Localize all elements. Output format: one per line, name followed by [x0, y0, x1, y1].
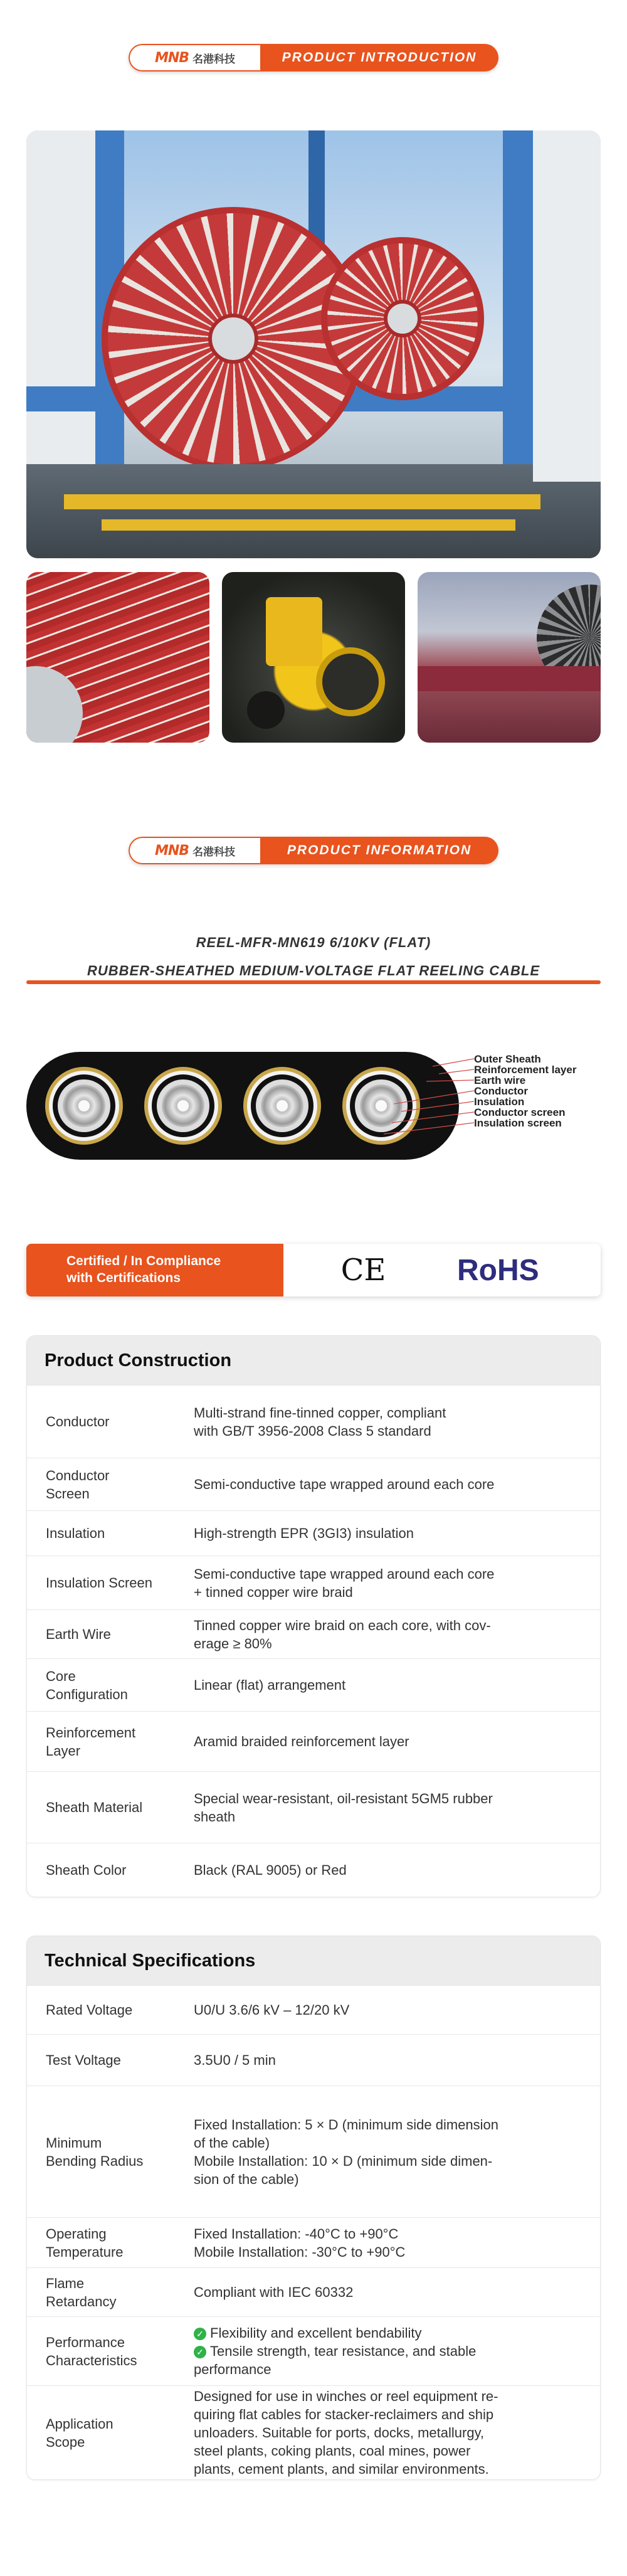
row-value-line: Fixed Installation: 5 × D (minimum side dimension: [194, 2116, 499, 2133]
label-conductor-screen: Conductor screen: [474, 1106, 566, 1118]
row-value-line: sion of the cable): [194, 2171, 299, 2187]
table-row: [27, 1711, 600, 1771]
row-label: [27, 1511, 181, 1556]
row-label: [27, 1843, 181, 1897]
specs-table: [26, 1936, 601, 2480]
mining-vehicle-photo: [222, 572, 405, 743]
row-value: [181, 1843, 600, 1897]
row-value-line: with GB/T 3956-2008 Class 5 standard: [194, 1423, 431, 1439]
cert-caption-line1: Certified / In Compliance: [66, 1254, 221, 1268]
row-label: [27, 1556, 181, 1609]
row-label: [27, 2268, 181, 2316]
cert-caption-line2: with Certifications: [66, 1271, 181, 1285]
row-label: [27, 1386, 181, 1458]
product-model: REEL-MFR-MN619 6/10KV (FLAT): [196, 935, 431, 950]
row-label: [27, 2086, 181, 2217]
row-label-line: Test Voltage: [46, 2052, 121, 2068]
row-label-line: Sheath Material: [46, 1799, 143, 1815]
table-row: [27, 2385, 600, 2479]
row-label-line: Application: [46, 2415, 113, 2432]
row-value: [181, 1712, 600, 1771]
row-label-line: Sheath Color: [46, 1862, 127, 1878]
row-label: [27, 1610, 181, 1658]
row-value-line: Mobile Installation: 10 × D (minimum side dimen-: [194, 2153, 493, 2169]
row-value-line: Fixed Installation: -40°C to +90°C: [194, 2225, 399, 2242]
row-value-line: Black (RAL 9005) or Red: [194, 1862, 347, 1878]
logo-cn: 名港科技: [192, 53, 236, 66]
section-badge-info: [129, 837, 498, 864]
row-label-line: Core: [46, 1668, 76, 1684]
table-row: [27, 2086, 600, 2217]
table-row: [27, 1985, 600, 2034]
row-value-line: + tinned copper wire braid: [194, 1584, 353, 1600]
badge-title: PRODUCT INTRODUCTION: [260, 44, 498, 72]
row-value: [181, 1772, 600, 1843]
cable-labels: [474, 1054, 576, 1128]
construction-title: Product Construction: [27, 1336, 600, 1385]
row-value-line: Compliant with IEC 60332: [194, 2284, 354, 2300]
row-value: [181, 2386, 600, 2479]
product-name: RUBBER-SHEATHED MEDIUM-VOLTAGE FLAT REELING CABLE: [87, 963, 540, 978]
row-label: [27, 1458, 181, 1510]
check-icon: ✓: [194, 2328, 206, 2340]
row-label-line: Flame: [46, 2275, 85, 2291]
check-icon: ✓: [194, 2346, 206, 2358]
cert-caption: [26, 1244, 283, 1296]
row-value-line: quiring flat cables for stacker-reclaimers and ship: [194, 2407, 494, 2422]
row-value: [181, 1986, 600, 2034]
badge-title: PRODUCT INFORMATION: [260, 837, 498, 864]
row-value: [181, 2086, 600, 2217]
row-value-line: Mobile Installation: -30°C to +90°C: [194, 2244, 406, 2260]
title-underline: [26, 980, 601, 984]
row-value-line: erage ≥ 80%: [194, 1635, 272, 1651]
row-value-line: Flexibility and excellent bendability: [210, 2325, 422, 2341]
cable-core: [342, 1067, 420, 1145]
row-value-line: Special wear-resistant, oil-resistant 5GM5 rubber: [194, 1790, 493, 1806]
table-row: [27, 1609, 600, 1658]
row-value: [181, 1386, 600, 1458]
table-row: [27, 1385, 600, 1458]
row-value-line: Tinned copper wire braid on each core, with cov-: [194, 1617, 491, 1633]
row-label: [27, 1986, 181, 2034]
row-value-line: Semi-conductive tape wrapped around each core: [194, 1566, 495, 1582]
table-row: [27, 1556, 600, 1609]
company-logo: [129, 837, 260, 864]
row-label-line: Minimum: [46, 2134, 102, 2151]
cable-cross-section: [26, 1052, 459, 1160]
table-row: [27, 1843, 600, 1897]
label-insulation-screen: Insulation screen: [474, 1117, 562, 1129]
row-label-line: Layer: [46, 1742, 81, 1759]
table-row: [27, 2034, 600, 2086]
row-value: [181, 1610, 600, 1658]
row-value: [181, 2218, 600, 2267]
label-reinforcement: Reinforcement layer: [474, 1064, 577, 1076]
table-row: [27, 2267, 600, 2316]
logo-mark: MNB: [154, 50, 189, 66]
construction-table: [26, 1335, 601, 1897]
table-row: [27, 2217, 600, 2267]
cable-closeup-photo: [26, 572, 209, 743]
row-label-line: Characteristics: [46, 2352, 137, 2368]
row-value: [181, 1458, 600, 1510]
row-value: [181, 1659, 600, 1711]
row-label-line: Insulation: [46, 1525, 105, 1541]
row-label-line: Retardancy: [46, 2293, 117, 2309]
row-value-line: Linear (flat) arrangement: [194, 1677, 346, 1693]
row-label-line: Conductor: [46, 1467, 110, 1483]
row-value: [181, 2317, 600, 2385]
label-earth-wire: Earth wire: [474, 1074, 526, 1086]
company-logo: [129, 44, 260, 72]
row-label: [27, 1772, 181, 1843]
row-value-line: Designed for use in winches or reel equipment re-: [194, 2388, 498, 2404]
cable-core: [243, 1067, 321, 1145]
row-label-line: Configuration: [46, 1686, 128, 1702]
row-label: [27, 2386, 181, 2479]
logo-mark: MNB: [154, 842, 189, 859]
ce-mark: CE: [340, 1253, 386, 1288]
label-insulation: Insulation: [474, 1096, 525, 1108]
label-outer-sheath: Outer Sheath: [474, 1053, 541, 1065]
table-row: [27, 1771, 600, 1843]
row-value-line: Semi-conductive tape wrapped around each core: [194, 1476, 495, 1492]
section-badge-intro: [129, 44, 498, 72]
label-conductor: Conductor: [474, 1085, 528, 1097]
row-value: [181, 2035, 600, 2086]
cable-core: [144, 1067, 222, 1145]
row-value-line: sheath: [194, 1808, 236, 1825]
row-value-line: of the cable): [194, 2134, 270, 2151]
row-label-line: Performance: [46, 2334, 125, 2350]
row-label-line: Operating: [46, 2225, 107, 2242]
logo-cn: 名港科技: [192, 845, 236, 859]
row-label-line: Reinforcement: [46, 1724, 136, 1741]
row-value-line: Aramid braided reinforcement layer: [194, 1734, 409, 1749]
rohs-mark: RoHS: [457, 1253, 539, 1287]
cable-core: [45, 1067, 123, 1145]
row-value-line: High-strength EPR (3GI3) insulation: [194, 1525, 414, 1541]
row-label-line: Conductor: [46, 1414, 110, 1429]
row-label-line: Rated Voltage: [46, 2002, 133, 2018]
row-value-line: Multi-strand fine-tinned copper, compliant: [194, 1404, 446, 1421]
certification-bar: [26, 1244, 601, 1296]
hero-reel-photo: [26, 130, 601, 558]
table-row: [27, 1658, 600, 1711]
row-value: [181, 1556, 600, 1609]
row-value: [181, 2268, 600, 2316]
row-label-line: Temperature: [46, 2244, 124, 2260]
row-value-line: performance: [194, 2361, 271, 2377]
specs-title: Technical Specifications: [27, 1936, 600, 1985]
row-value: [181, 1511, 600, 1556]
table-row: [27, 2316, 600, 2385]
row-label: [27, 2035, 181, 2086]
table-row: [27, 1458, 600, 1510]
table-row: [27, 1510, 600, 1556]
row-value-line: Tensile strength, tear resistance, and stable: [210, 2343, 477, 2359]
stacker-reclaimer-photo: [418, 572, 601, 743]
row-label: [27, 1659, 181, 1711]
row-label-line: Scope: [46, 2434, 85, 2450]
row-value-line: unloaders. Suitable for ports, docks, metallurgy,: [194, 2425, 485, 2441]
row-label-line: Earth Wire: [46, 1626, 111, 1642]
row-value-line: U0/U 3.6/6 kV – 12/20 kV: [194, 2002, 350, 2018]
row-label-line: Bending Radius: [46, 2153, 144, 2169]
row-value-line: steel plants, coking plants, coal mines, power: [194, 2443, 471, 2459]
row-value-line: 3.5U0 / 5 min: [194, 2052, 276, 2068]
row-label-line: Insulation Screen: [46, 1575, 152, 1591]
row-label: [27, 2218, 181, 2267]
row-label: [27, 2317, 181, 2385]
row-label-line: Screen: [46, 1485, 90, 1502]
row-value-line: plants, cement plants, and similar environments.: [194, 2461, 489, 2477]
row-label: [27, 1712, 181, 1771]
